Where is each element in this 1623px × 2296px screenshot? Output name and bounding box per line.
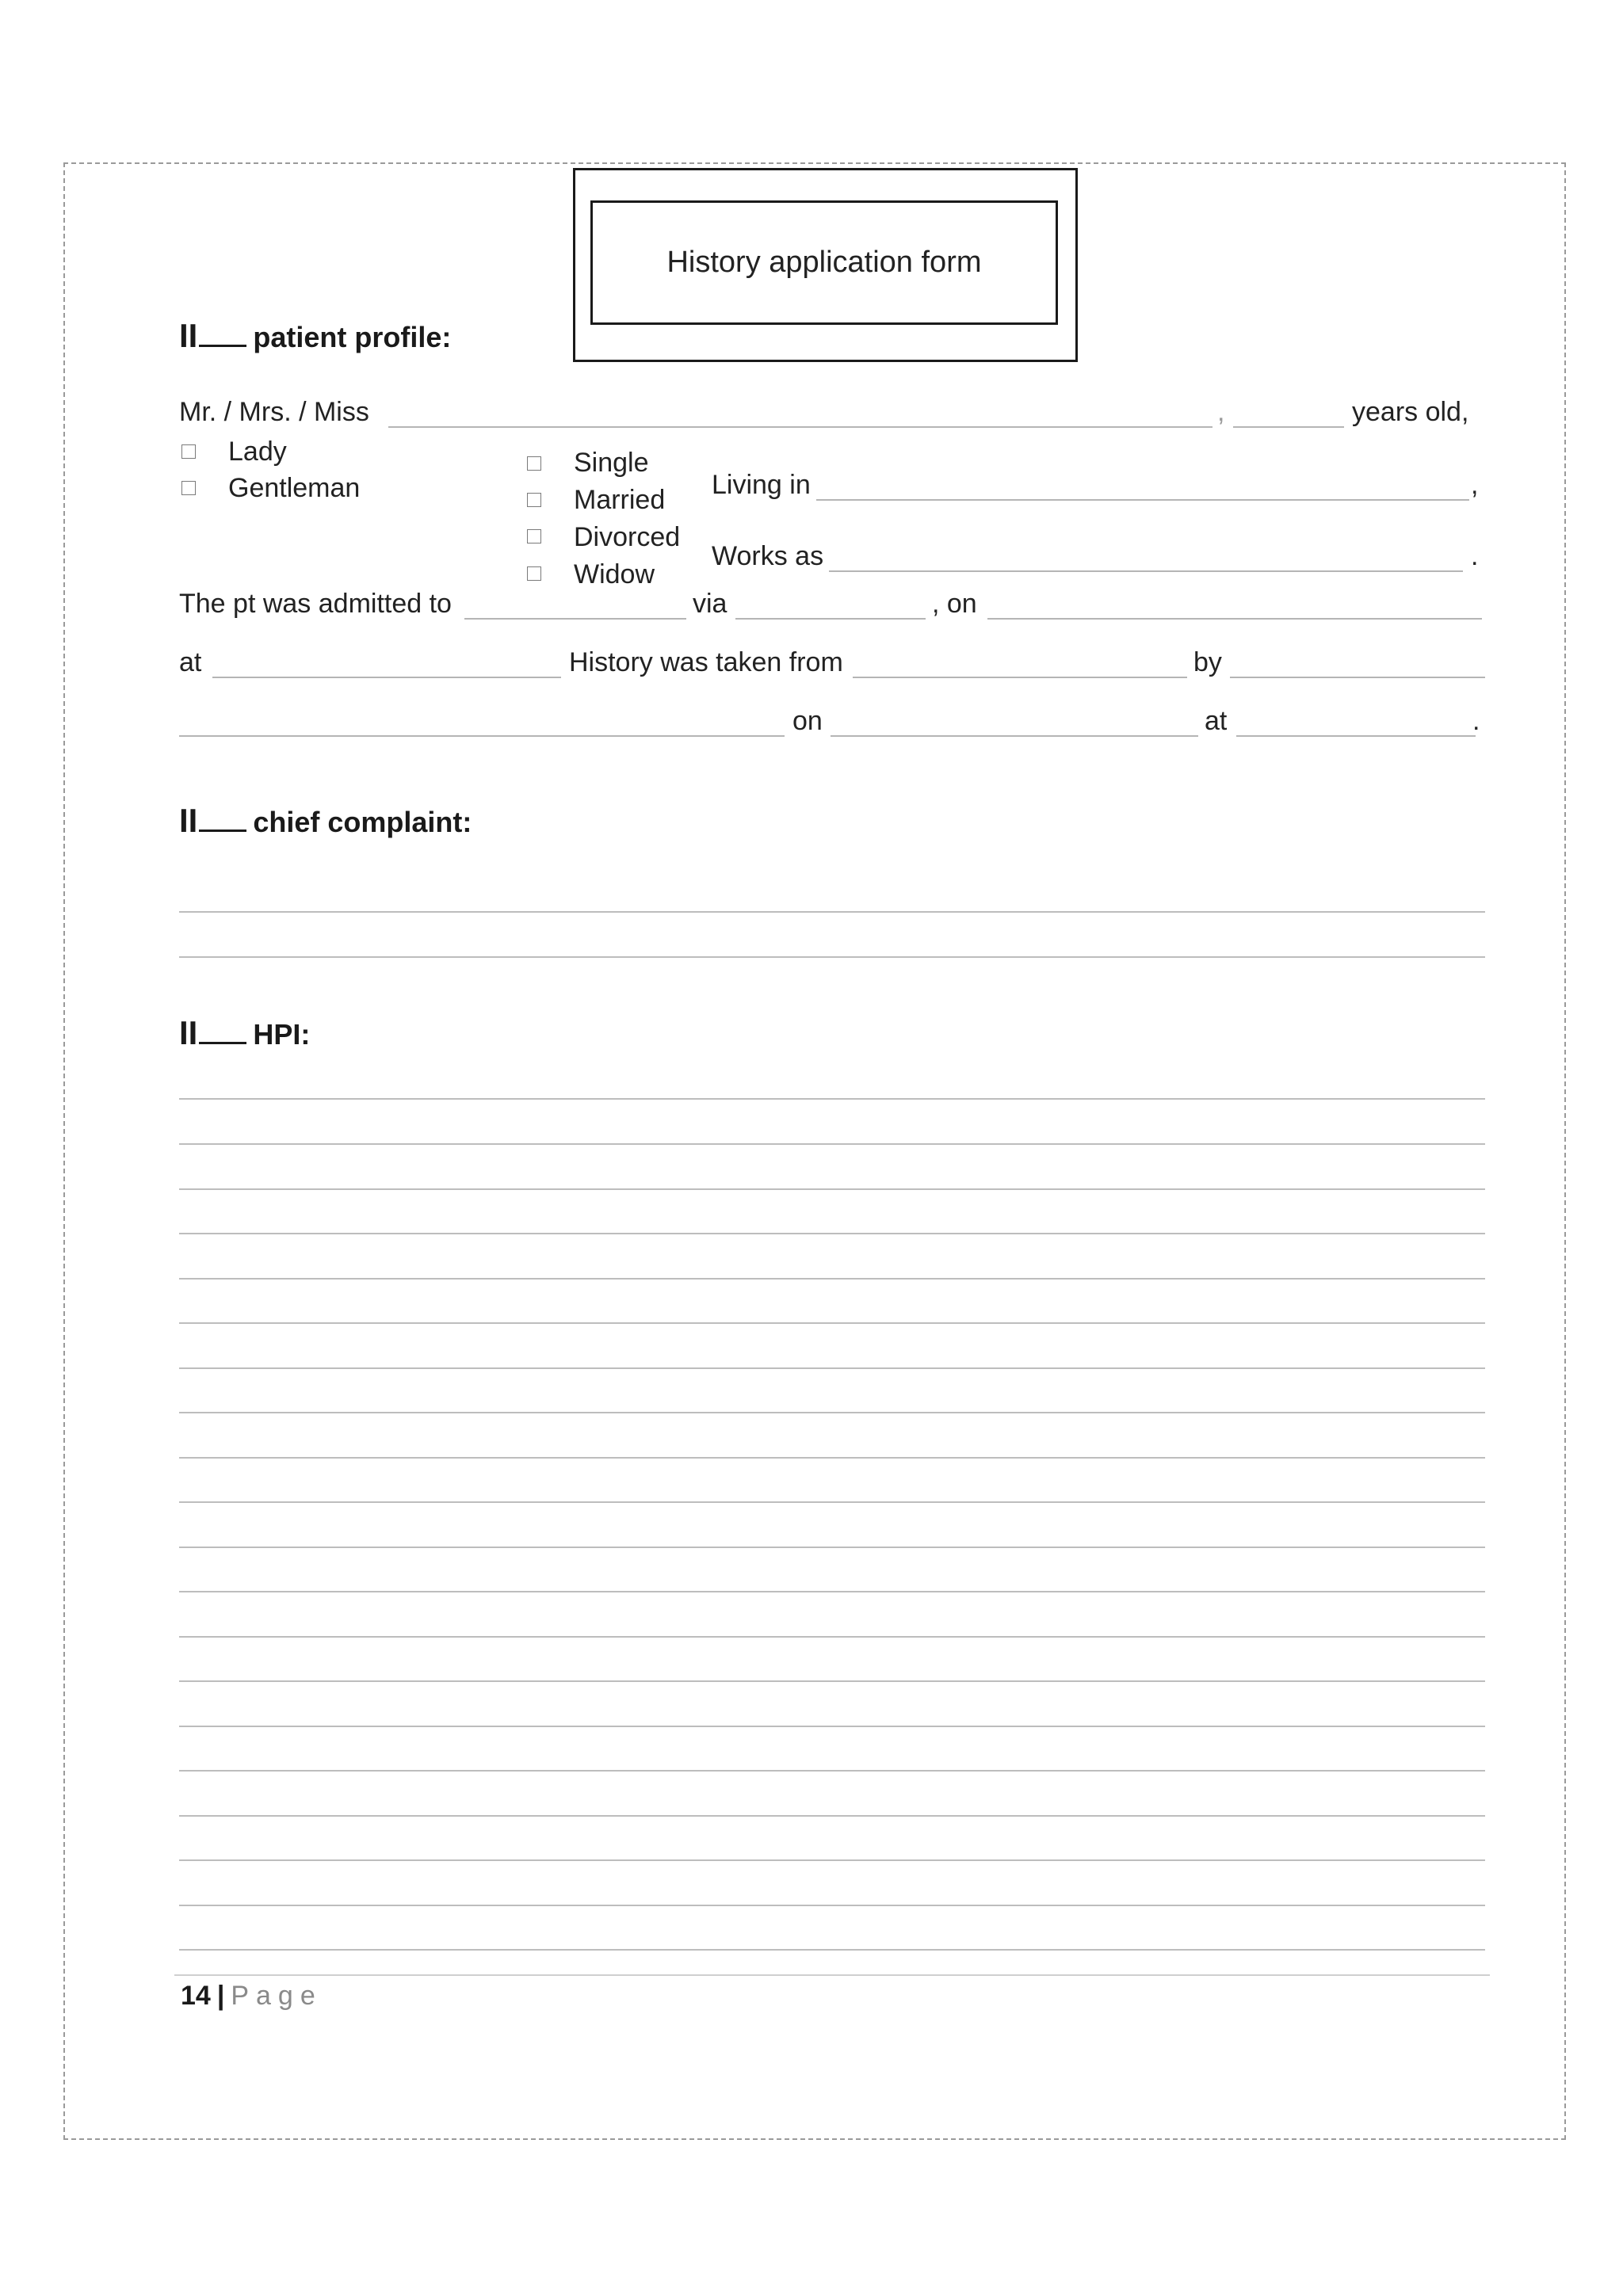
hpi-line[interactable] — [179, 1547, 1485, 1548]
gentleman-checkbox[interactable] — [181, 481, 196, 495]
hpi-line[interactable] — [179, 1098, 1485, 1100]
gentleman-label: Gentleman — [228, 473, 361, 503]
divorced-label: Divorced — [574, 522, 681, 552]
salutation-label: Mr. / Mrs. / Miss — [179, 397, 369, 427]
single-checkbox[interactable] — [527, 456, 541, 471]
works-as-field[interactable] — [829, 570, 1463, 572]
page-footer — [181, 1981, 323, 2012]
lady-label: Lady — [228, 437, 287, 467]
section-underline — [199, 812, 246, 832]
name-field[interactable] — [388, 426, 1212, 428]
section-heading-chief-complaint — [179, 802, 472, 840]
by-label: by — [1193, 647, 1222, 677]
divorced-checkbox[interactable] — [527, 529, 541, 543]
hpi-line[interactable] — [179, 1278, 1485, 1280]
hpi-line[interactable] — [179, 1322, 1485, 1324]
at-time-field[interactable] — [212, 677, 561, 678]
hpi-line[interactable] — [179, 1905, 1485, 1906]
page-border — [63, 162, 1566, 2140]
hpi-line[interactable] — [179, 1501, 1485, 1503]
age-field[interactable] — [1233, 426, 1344, 428]
widow-checkbox[interactable] — [527, 566, 541, 581]
hpi-line[interactable] — [179, 1859, 1485, 1861]
at-label: at — [179, 647, 202, 677]
section-underline — [199, 327, 246, 347]
page-word: Page — [231, 1981, 323, 2011]
years-old-label: years old, — [1352, 397, 1469, 427]
admitted-on-field[interactable] — [987, 618, 1482, 620]
living-in-label: Living in — [712, 470, 811, 500]
via-field[interactable] — [735, 618, 926, 620]
section-title: chief complaint: — [253, 806, 472, 838]
hpi-line[interactable] — [179, 1367, 1485, 1369]
history-from-label: History was taken from — [569, 647, 843, 677]
section-number: II — [179, 802, 198, 839]
hpi-line[interactable] — [179, 1636, 1485, 1638]
hpi-line[interactable] — [179, 1591, 1485, 1592]
section-number: II — [179, 1014, 198, 1051]
hpi-line[interactable] — [179, 1143, 1485, 1145]
hpi-line[interactable] — [179, 1188, 1485, 1190]
hpi-line[interactable] — [179, 1949, 1485, 1951]
page-number: 14 — [181, 1981, 211, 2011]
history-source-field[interactable] — [853, 677, 1187, 678]
living-in-field[interactable] — [816, 499, 1469, 501]
section-title: patient profile: — [253, 321, 452, 353]
hpi-line[interactable] — [179, 1233, 1485, 1234]
footer-rule — [174, 1974, 1490, 1976]
name-comma: , — [1217, 397, 1225, 427]
hpi-line[interactable] — [179, 1815, 1485, 1817]
via-label: via — [693, 589, 727, 619]
works-as-label: Works as — [712, 541, 824, 571]
on-comma-label: , on — [932, 589, 977, 619]
single-label: Single — [574, 448, 649, 478]
final-period: . — [1472, 706, 1480, 736]
section-heading-hpi — [179, 1014, 310, 1052]
form-title: History application form — [666, 246, 982, 279]
footer-separator: | — [216, 1981, 225, 2011]
section-underline — [199, 1024, 246, 1044]
admitted-label: The pt was admitted to — [179, 589, 452, 619]
hpi-line[interactable] — [179, 1457, 1485, 1459]
hpi-line[interactable] — [179, 1770, 1485, 1772]
lady-checkbox[interactable] — [181, 444, 196, 459]
married-label: Married — [574, 485, 666, 515]
chief-complaint-line[interactable] — [179, 956, 1485, 958]
examiner-field[interactable] — [179, 735, 785, 737]
section-title: HPI: — [253, 1018, 311, 1051]
married-checkbox[interactable] — [527, 493, 541, 507]
hpi-line[interactable] — [179, 1726, 1485, 1727]
hpi-line[interactable] — [179, 1412, 1485, 1413]
title-box-inner — [590, 200, 1058, 325]
taken-by-field[interactable] — [1230, 677, 1485, 678]
at-label-2: at — [1205, 706, 1228, 736]
taken-at-field[interactable] — [1236, 735, 1476, 737]
section-heading-patient-profile — [179, 317, 451, 355]
living-in-comma: , — [1471, 470, 1479, 500]
chief-complaint-line[interactable] — [179, 911, 1485, 913]
taken-on-field[interactable] — [831, 735, 1198, 737]
hpi-line[interactable] — [179, 1680, 1485, 1682]
widow-label: Widow — [574, 559, 655, 589]
on-label: on — [792, 706, 823, 736]
works-as-period: . — [1471, 541, 1479, 571]
admitted-to-field[interactable] — [464, 618, 686, 620]
section-number: II — [179, 317, 198, 354]
